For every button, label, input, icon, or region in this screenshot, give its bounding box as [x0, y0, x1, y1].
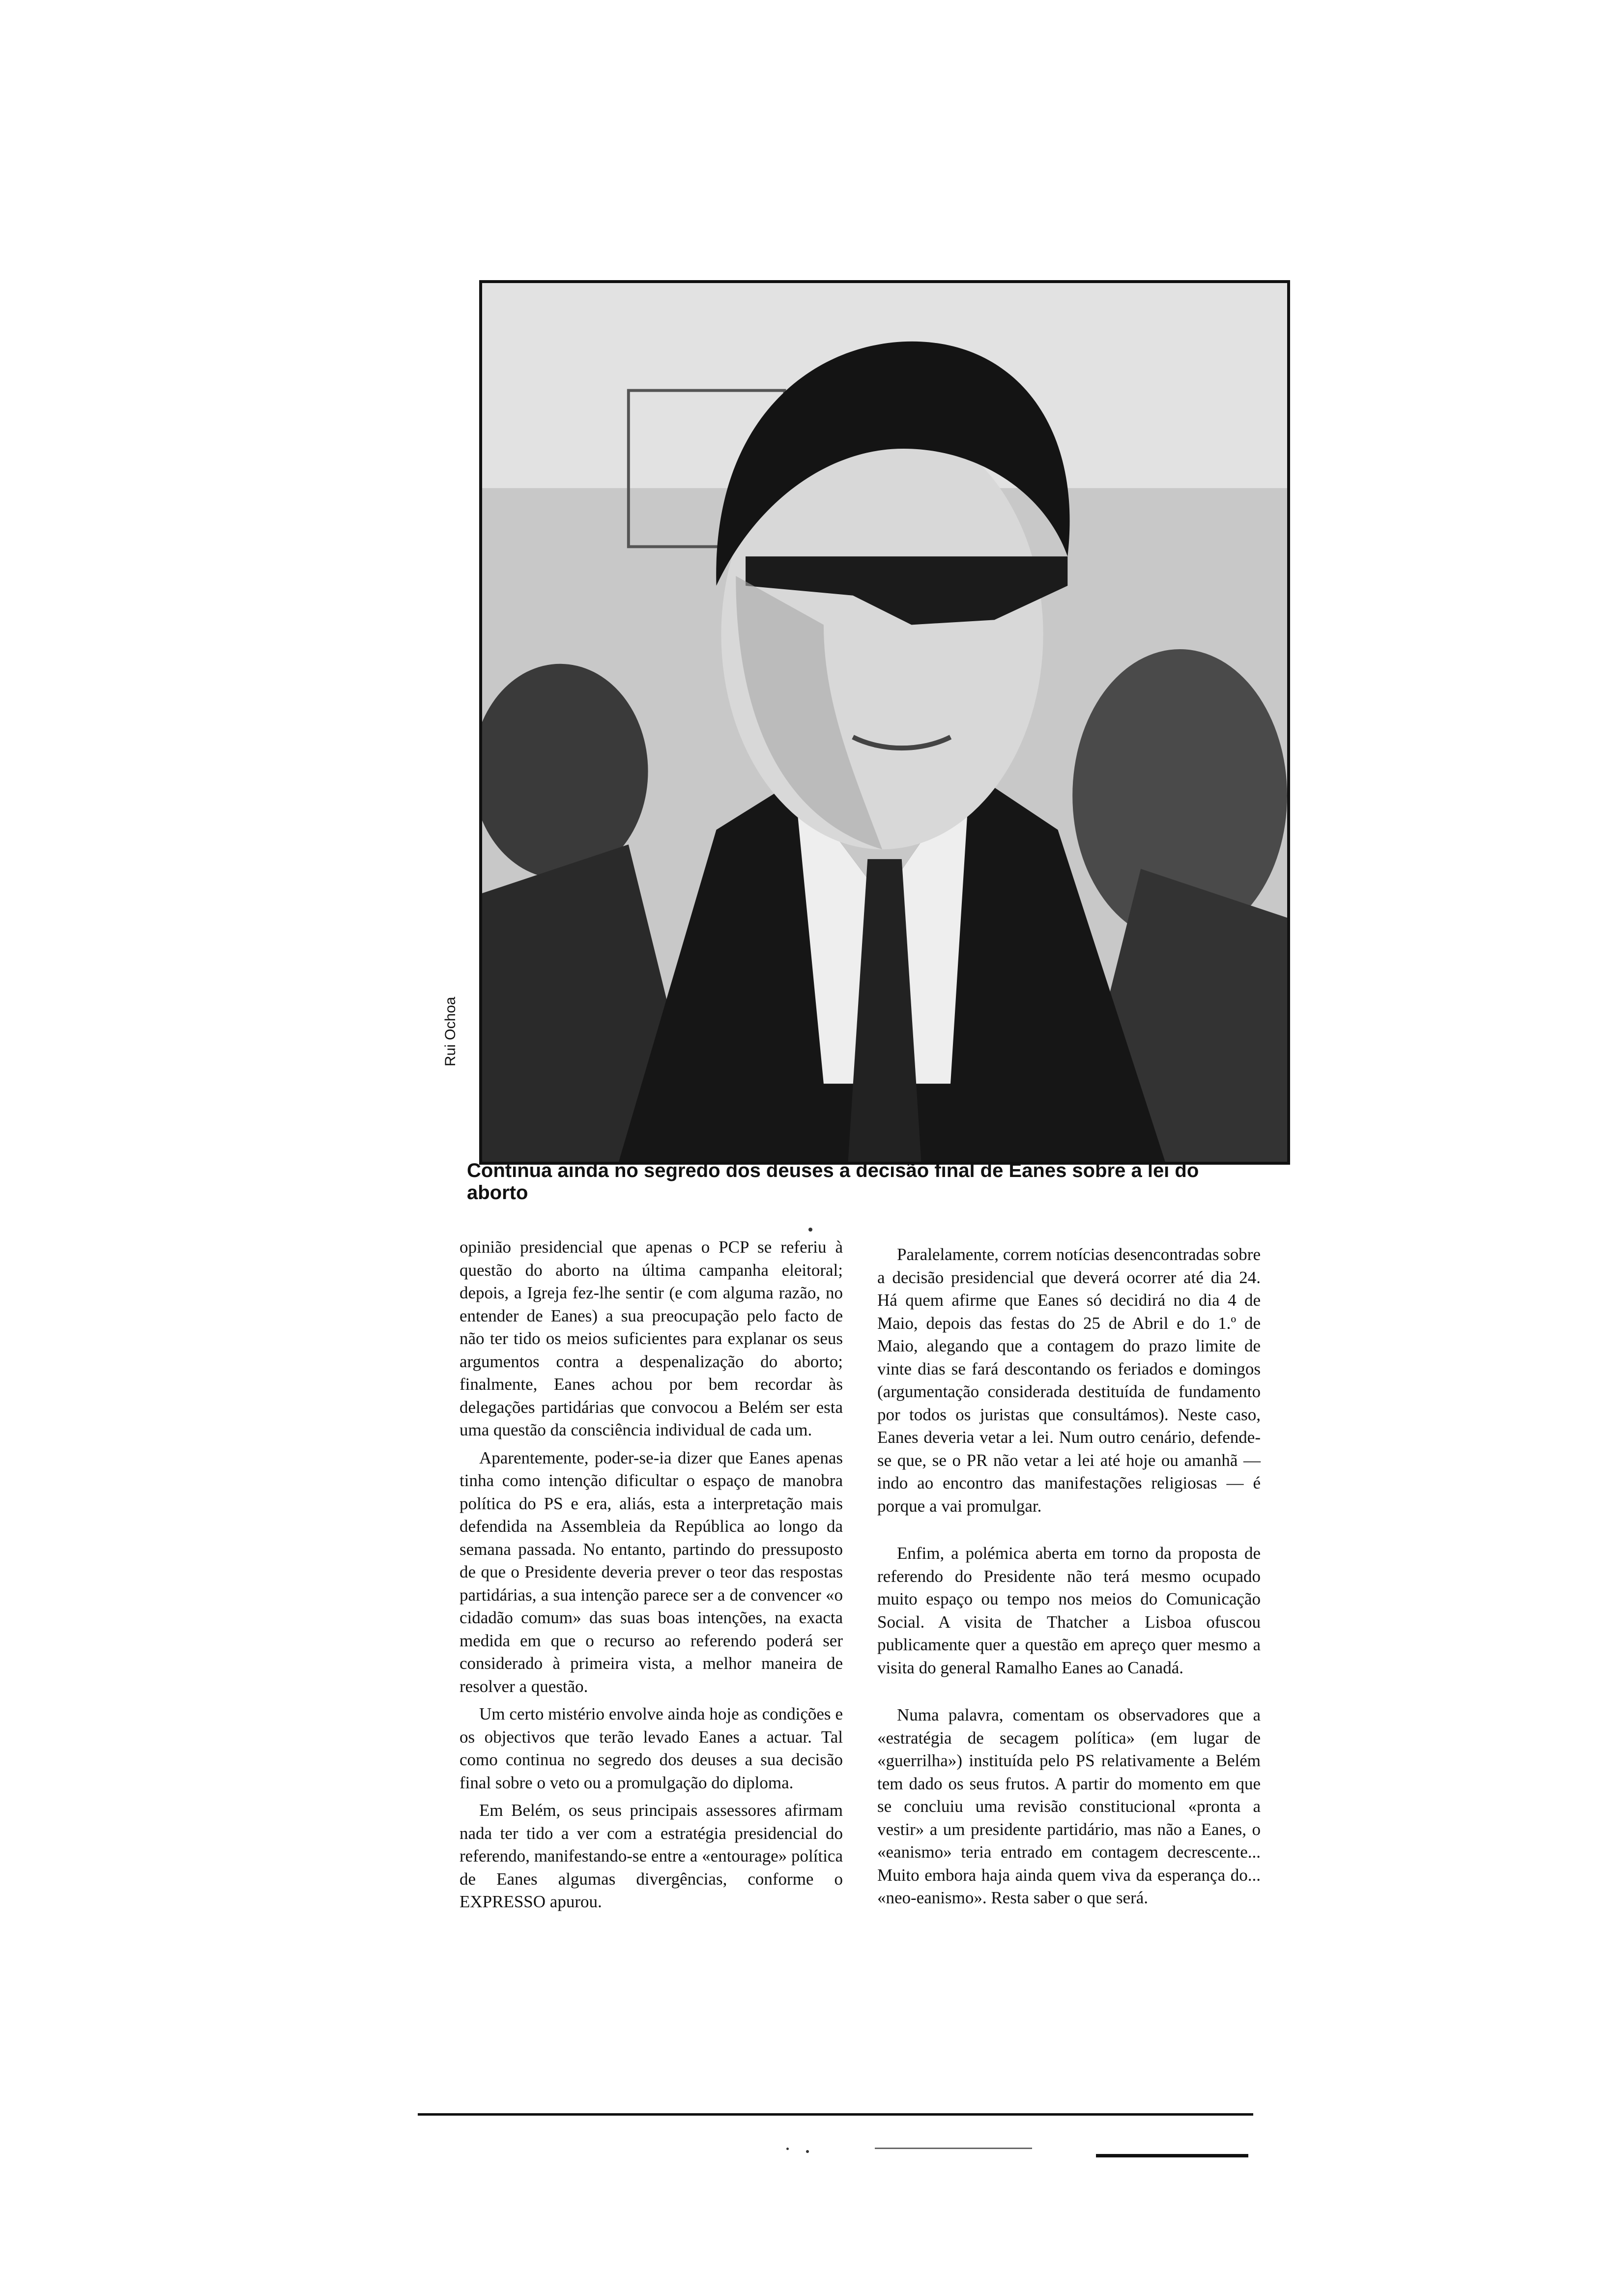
article-right-column [877, 1243, 1261, 1915]
bottom-rule [418, 2113, 1253, 2116]
paragraph: Enfim, a polémica aberta em torno da proposta de referendo do Presidente não terá mesmo ocupado muito espaço ou tempo nos meios do Comunicação Social. A visita de Thatcher a Lisboa ofuscou publicamente quer a questão em apreço quer mesmo a visita do general Ramalho Eanes ao Canadá. [877, 1544, 1261, 1677]
photo-caption: Continua ainda no segredo dos deuses a decisão final de Eanes sobre a lei do aborto [467, 1160, 1199, 1204]
paragraph: Um certo mistério envolve ainda hoje as condições e os objectivos que terão levado Eanes a actuar. Tal como continua no segredo dos deuses a sua decisão final sobre o veto ou a promulgação do diploma. [460, 1704, 843, 1792]
photo-credit: Rui Ochoa [442, 997, 459, 1066]
bottom-rule-faint [875, 2148, 1032, 2149]
paragraph: opinião presidencial que apenas o PCP se referiu à questão do aborto na última campanha eleitoral; depois, a Igreja fez-lhe sentir (e com alguma razão, no entender de Eanes) a sua preocupação pelo facto de não ter tido os meios suficientes para explanar os seus argumentos contra a despenalização do aborto; finalmente, Eanes achou por bem recordar às delegações partidárias que convocou a Belém ser esta uma questão da consciência individual de cada um. [460, 1237, 843, 1439]
scan-speck [808, 1228, 812, 1232]
paragraph: Em Belém, os seus principais assessores afirmam nada ter tido a ver com a estratégia presidencial do referendo, manifestando-se entre a «entourage» política de Eanes algumas divergências, conforme o EXPRESSO apurou. [460, 1801, 843, 1911]
paragraph: Numa palavra, comentam os observadores que a «estratégia de secagem política» (em lugar de «guerrilha») instituída pelo PS relativamente a Belém tem dado os seus frutos. A partir do momento em que se concluiu uma revisão constitucional «pronta a vestir» a um presidente partidário, mas não a Eanes, o «eanismo» teria entrado em contagem decrescente... Muito embora haja ainda quem viva da esperança do... «neo-eanismo». Resta saber o que será. [877, 1705, 1261, 1907]
article-photo [479, 280, 1290, 1165]
bottom-rule-short [1096, 2154, 1248, 2157]
scan-speck [786, 2148, 789, 2150]
paragraph: Paralelamente, correm notícias desencontradas sobre a decisão presidencial que deverá ocorrer até dia 24. Há quem afirme que Eanes só decidirá no dia 4 de Maio, depois das festas do 25 de Abril e do 1.º de Maio, alegando que a contagem do prazo limite de vinte dias se fará descontando os feriados e domingos (argumentação considerada destituída de fundamento por todos os juristas que consultámos). Neste caso, Eanes deveria vetar a lei. Num outro cenário, defende-se que, se o PR não vetar a lei até hoje ou amanhã — indo ao encontro das manifestações religiosas — é porque a vai promulgar. [877, 1245, 1261, 1516]
article-left-column [460, 1236, 843, 1919]
paragraph: Aparentemente, poder-se-ia dizer que Eanes apenas tinha como intenção dificultar o espaço de manobra política do PS e era, aliás, esta a interpretação mais defendida na Assembleia da República ao longo da semana passada. No entanto, partindo do pressuposto de que o Presidente deveria prever o teor das respostas partidárias, a sua intenção parece ser a de convencer «o cidadão comum» das suas boas intenções, na exacta medida em que o recurso ao referendo poderá ser considerado à primeira vista, a melhor maneira de resolver a questão. [460, 1448, 843, 1696]
photo-illustration [482, 283, 1287, 1162]
scan-speck [806, 2150, 809, 2153]
